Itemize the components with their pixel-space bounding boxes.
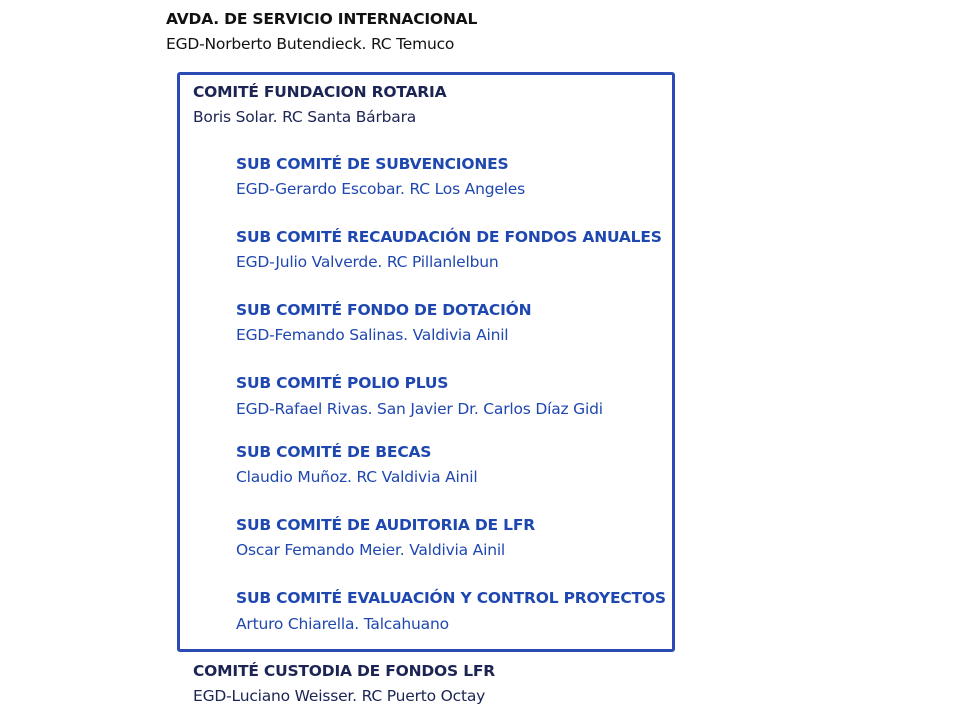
subcommittee-person: EGD-Gerardo Escobar. RC Los Angeles — [236, 180, 525, 198]
subcommittee-person: EGD-Julio Valverde. RC Pillanlelbun — [236, 253, 499, 271]
subcommittee-title: SUB COMITÉ EVALUACIÓN Y CONTROL PROYECTOS — [236, 589, 666, 607]
subcommittee-title: SUB COMITÉ DE BECAS — [236, 443, 432, 461]
committee-title: COMITÉ FUNDACION ROTARIA — [193, 83, 447, 101]
subcommittee-title: SUB COMITÉ FONDO DE DOTACIÓN — [236, 301, 532, 319]
subcommittee-person: EGD-Femando Salinas. Valdivia Ainil — [236, 326, 509, 344]
subcommittee-person: Arturo Chiarella. Talcahuano — [236, 615, 449, 633]
subcommittee-person: EGD-Rafael Rivas. San Javier Dr. Carlos Díaz Gidi — [236, 400, 603, 418]
subcommittee-title: SUB COMITÉ POLIO PLUS — [236, 374, 449, 392]
subcommittee-person: Oscar Femando Meier. Valdivia Ainil — [236, 541, 506, 559]
section-title-custodia-fondos: COMITÉ CUSTODIA DE FONDOS LFR — [193, 662, 495, 680]
committee-person: Boris Solar. RC Santa Bárbara — [193, 108, 417, 126]
section-person-servicio-internacional: EGD-Norberto Butendieck. RC Temuco — [166, 35, 455, 53]
subcommittee-title: SUB COMITÉ RECAUDACIÓN DE FONDOS ANUALES — [236, 228, 662, 246]
subcommittee-person: Claudio Muñoz. RC Valdivia Ainil — [236, 468, 478, 486]
subcommittee-title: SUB COMITÉ DE AUDITORIA DE LFR — [236, 516, 535, 534]
section-person-custodia-fondos: EGD-Luciano Weisser. RC Puerto Octay — [193, 687, 486, 705]
subcommittee-title: SUB COMITÉ DE SUBVENCIONES — [236, 155, 509, 173]
section-title-servicio-internacional: AVDA. DE SERVICIO INTERNACIONAL — [166, 10, 478, 28]
